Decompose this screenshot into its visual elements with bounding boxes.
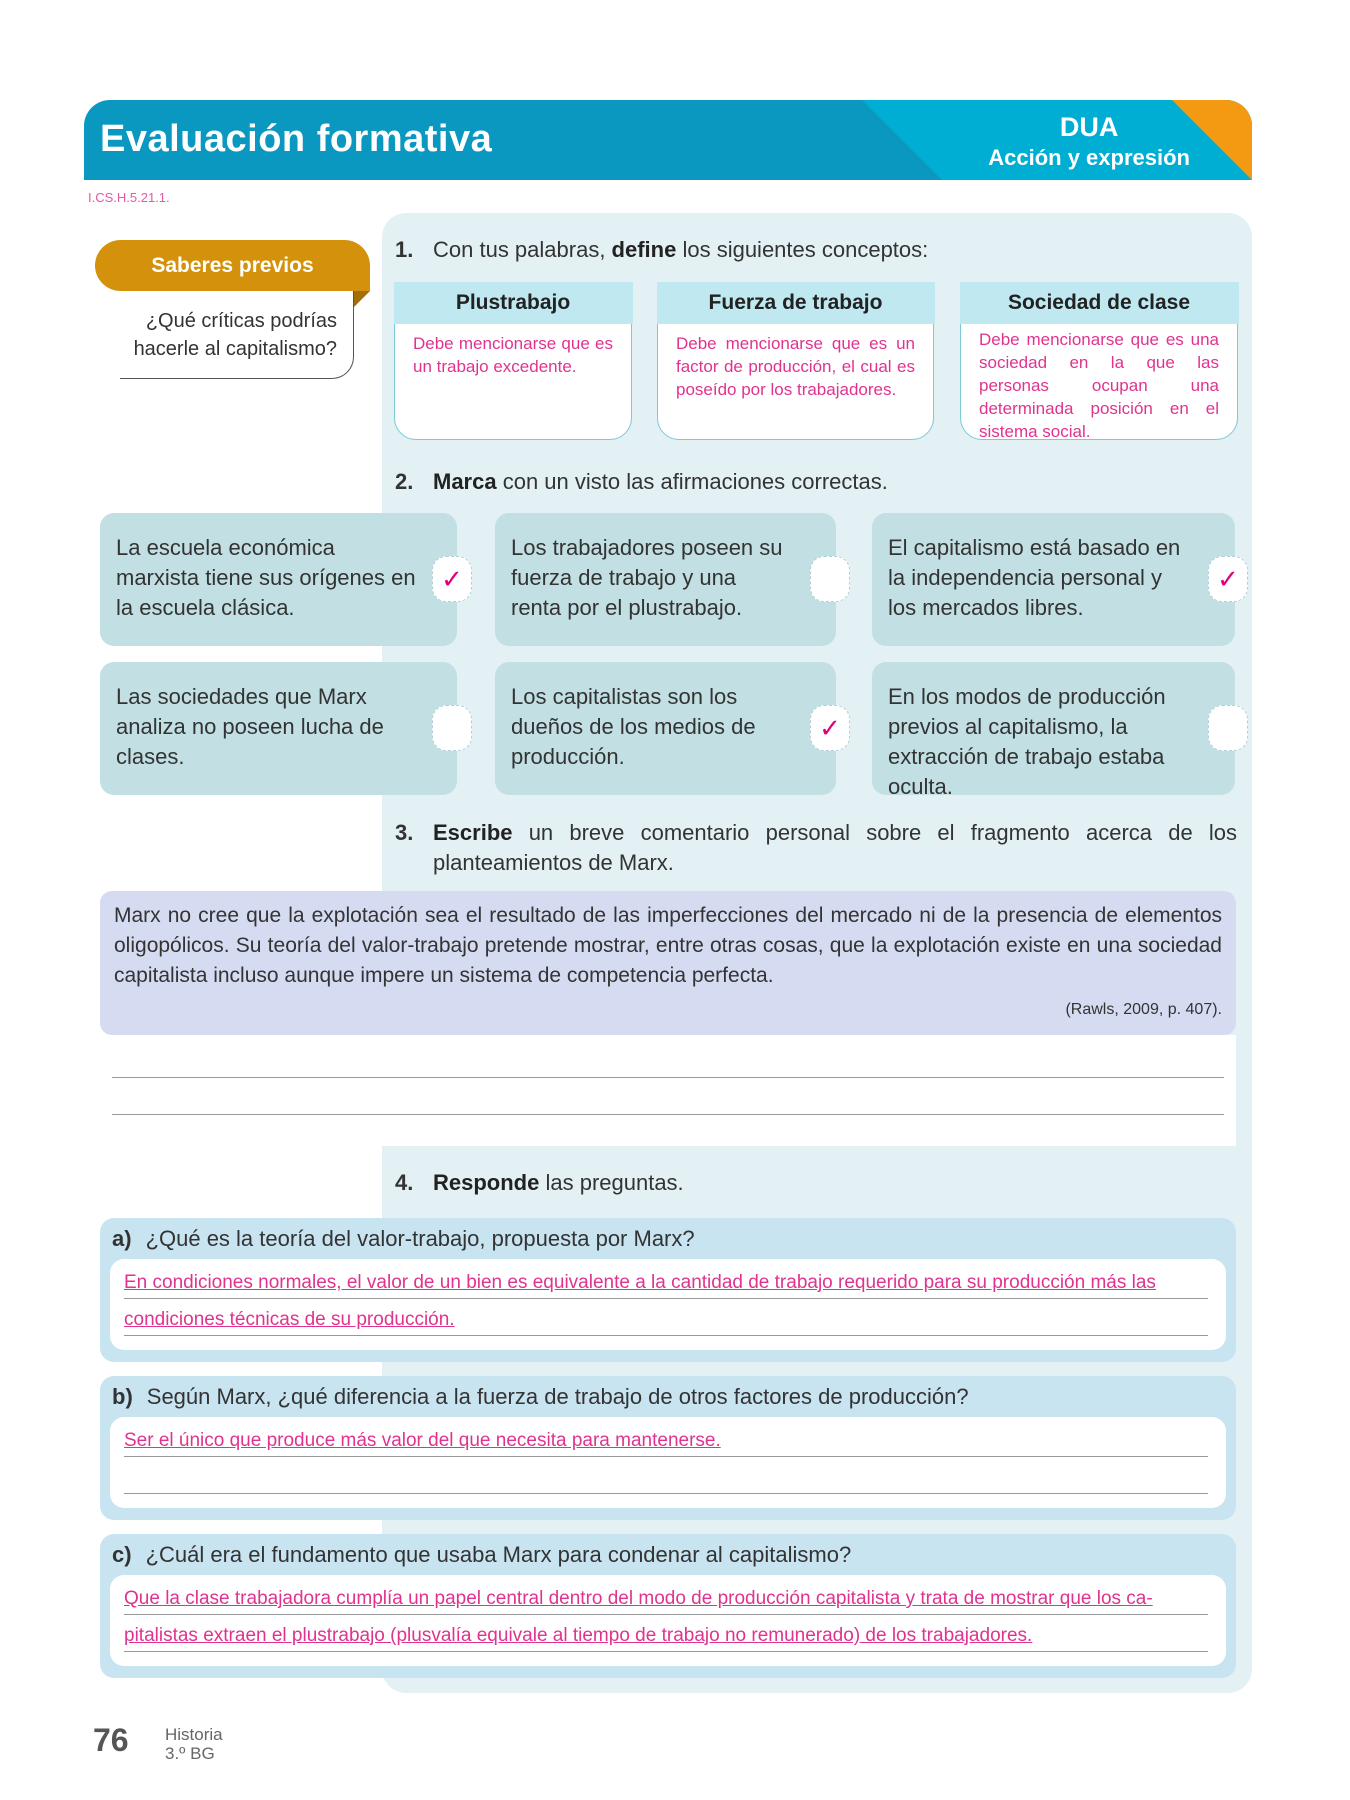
concept-title: Fuerza de trabajo (657, 282, 935, 324)
page-number: 76 (93, 1722, 129, 1758)
answer-field[interactable] (110, 1417, 1226, 1508)
concept-card (657, 282, 934, 440)
answer-field[interactable] (110, 1575, 1226, 1666)
question-a: a) ¿Qué es la teoría del valor-trabajo, propuesta por Marx? (112, 1226, 695, 1251)
statement-card: La escuela económica marxista tiene sus orígenes en la escuela clásica. (100, 513, 457, 646)
dua-label: DUA (1059, 112, 1119, 142)
answer-line: pitalistas extraen el plustrabajo (plusvalía equivale al tiempo de trabajo no remunerado) de los trabajadores. (124, 1622, 1208, 1652)
saberes-question: ¿Qué críticas podrías hacerle al capitalismo? (120, 291, 354, 379)
question-3: 3. Escribe un breve comentario personal sobre el fragmento acerca de los planteamientos de Marx. (395, 820, 1237, 875)
question-1: 1. Con tus palabras, define los siguientes conceptos: (395, 237, 929, 262)
concept-title: Plustrabajo (394, 282, 633, 324)
section-header (84, 100, 1252, 180)
answer-line: condiciones técnicas de su producción. (124, 1306, 1208, 1336)
statement-card: En los modos de producción previos al capitalismo, la extracción de trabajo estaba oculta. (872, 662, 1235, 795)
answer-line (124, 1464, 1208, 1494)
concept-answer[interactable]: Debe mencionarse que es una sociedad en la que las personas ocupan una determinada posición en el sistema social. (979, 329, 1219, 441)
answer-line: Que la clase trabajadora cumplía un papel central dentro del modo de producción capitalista y trata de mostrar que los ca- (124, 1585, 1208, 1615)
writing-line (112, 1114, 1224, 1115)
question-2: 2. Marca con un visto las afirmaciones correctas. (395, 469, 888, 494)
answer-block-a (100, 1218, 1236, 1362)
checkbox[interactable] (432, 705, 472, 751)
saberes-previos-label: Saberes previos (95, 240, 370, 291)
statement-card: El capitalismo está basado en la independencia personal y los mercados libres. (872, 513, 1235, 646)
checkbox[interactable] (810, 556, 850, 602)
quote-text: Marx no cree que la explotación sea el resultado de las imperfecciones del mercado ni de la presencia de elementos oligopólicos. Su teoría del valor-trabajo pretende mostrar, entre otras cosas, que la explotación existe en una sociedad capitalista incluso aunque impere un sistema de competencia perfecta. (114, 904, 1222, 987)
comment-area[interactable] (100, 1035, 1236, 1146)
concept-card (960, 282, 1238, 440)
question-4: 4. Responde las preguntas. (395, 1170, 684, 1195)
question-c: c) ¿Cuál era el fundamento que usaba Marx para condenar al capitalismo? (112, 1542, 852, 1567)
dua-badge (988, 112, 1190, 171)
checkbox[interactable]: ✓ (432, 556, 472, 602)
writing-line (112, 1077, 1224, 1078)
answer-block-b (100, 1376, 1236, 1520)
checkbox[interactable]: ✓ (1208, 556, 1248, 602)
question-b: b) Según Marx, ¿qué diferencia a la fuerza de trabajo de otros factores de producción? (112, 1384, 969, 1409)
answer-line: Ser el único que produce más valor del que necesita para mantenerse. (124, 1427, 1208, 1457)
statement-card: Los trabajadores poseen su fuerza de trabajo y una renta por el plustrabajo. (495, 513, 836, 646)
answer-block-c (100, 1534, 1236, 1678)
footer-subject: Historia 3.º BG (165, 1725, 223, 1763)
concept-answer[interactable]: Debe mencionarse que es un factor de producción, el cual es poseído por los trabajadores. (676, 333, 915, 399)
ribbon-fold (354, 291, 370, 307)
concept-title: Sociedad de clase (960, 282, 1239, 324)
checkbox[interactable] (1208, 705, 1248, 751)
statement-card: Los capitalistas son los dueños de los medios de producción. (495, 662, 836, 795)
statement-card: Las sociedades que Marx analiza no poseen lucha de clases. (100, 662, 457, 795)
indicator-code: I.CS.H.5.21.1. (88, 190, 170, 205)
concept-answer[interactable]: Debe mencionarse que es un trabajo excedente. (413, 333, 613, 376)
concept-card (394, 282, 632, 440)
checkbox[interactable]: ✓ (810, 705, 850, 751)
page-title: Evaluación formativa (100, 118, 493, 160)
quote-source: (Rawls, 2009, p. 407). (1065, 1001, 1222, 1018)
dua-subtitle: Acción y expresión (988, 145, 1190, 170)
answer-field[interactable] (110, 1259, 1226, 1350)
quote-box (100, 891, 1236, 1035)
answer-line: En condiciones normales, el valor de un bien es equivalente a la cantidad de trabajo requerido para su producción más las (124, 1269, 1208, 1299)
